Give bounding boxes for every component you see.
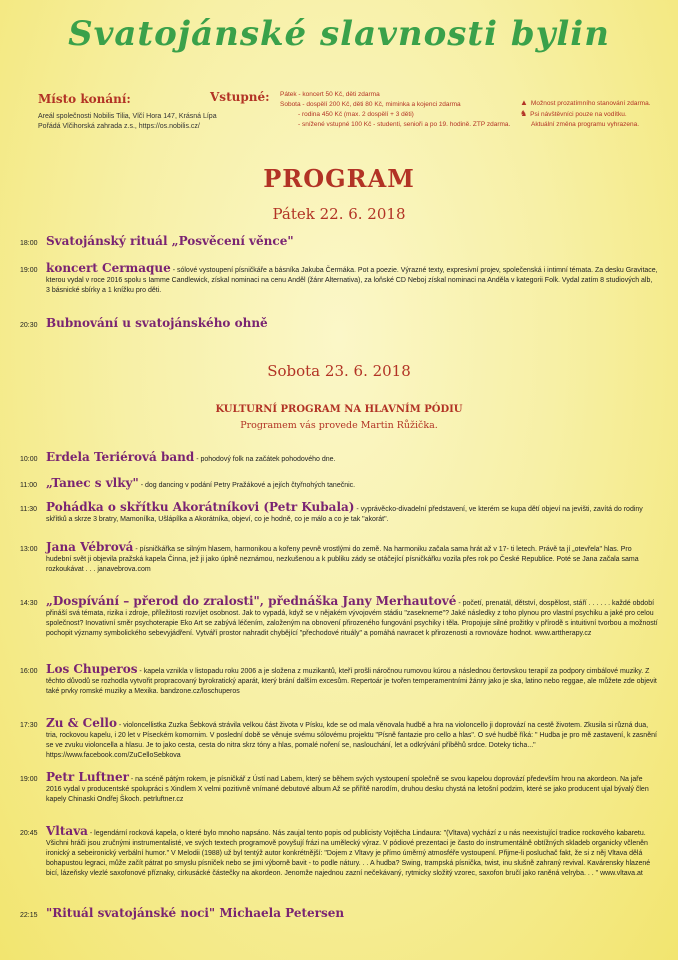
host-line: Programem vás provede Martin Růžička. <box>240 420 438 431</box>
entry-line: - rodina 450 Kč (max. 2 dospělí + 3 děti) <box>298 111 414 118</box>
item-name: „Dospívání – přerod do zralosti", přednáška Jany Merhautové <box>46 594 457 608</box>
item-time: 20:30 <box>20 322 38 329</box>
item-time: 16:00 <box>20 668 38 675</box>
item-time: 14:30 <box>20 600 38 607</box>
program-item <box>20 826 658 879</box>
item-name: koncert Cermaque <box>46 261 171 275</box>
note-text: Psi návštěvníci pouze na vodítku. <box>530 111 627 118</box>
item-desc: - na scéně pátým rokem, je písničkář z Ústí nad Labem, který se během svých vystoupení společně se svou kapelou doprovází především hrou na akordeon. Na jaře 2016 vydal v producentské spolupráci s Xindlem X velmi pozitivně vnímané debutové album Až se přiřítě narodím, druhou desku chystá na letošní podzim, které se jako producent ujal bývalý člen kapely Chinaski Ondřej Škoch. petrluftner.cz <box>46 776 649 803</box>
item-desc: - vyprávěcko-divadelní představení, ve kterém se kupa dětí objeví na jevišti, zavítá do rodiny skřítků a skrze 3 bratry, Mamonílka, Ušlápílka a Akorátníka, objeví, co je hodně, co je málo a co je tak "akorát". <box>46 506 643 523</box>
program-item <box>20 718 658 761</box>
item-name: Jana Vébrová <box>46 540 134 554</box>
item-time: 11:00 <box>20 482 37 489</box>
entry-line: - snížené vstupné 100 Kč - studenti, senioři a po 19. hodině. ZTP zdarma. <box>298 121 511 128</box>
item-time: 22:15 <box>20 912 38 919</box>
item-name: Svatojánský rituál „Posvěcení věnce" <box>46 234 294 248</box>
venue-line: Areál společnosti Nobilis Tilia, Vlčí Hora 147, Krásná Lípa <box>38 113 217 120</box>
program-item <box>20 318 658 331</box>
entry-heading: Vstupné: <box>210 90 270 104</box>
program-item <box>20 236 658 249</box>
item-time: 20:45 <box>20 830 38 837</box>
stage-title: KULTURNÍ PROGRAM NA HLAVNÍM PÓDIU <box>215 404 463 415</box>
entry-line: Pátek - koncert 50 Kč, děti zdarma <box>280 91 380 98</box>
program-item <box>20 908 658 921</box>
venue-line: Pořádá Vlčihorská zahrada z.s., https://os.nobilis.cz/ <box>38 123 200 130</box>
program-title: PROGRAM <box>263 164 415 193</box>
item-time: 13:00 <box>20 546 38 553</box>
program-item <box>20 772 658 805</box>
program-item <box>20 664 658 697</box>
item-name: Bubnování u svatojánského ohně <box>46 316 268 330</box>
item-name: Vltava <box>46 824 88 838</box>
notes-block <box>520 98 670 130</box>
entry-line: Sobota - dospělí 200 Kč, děti 80 Kč, miminka a kojenci zdarma <box>280 101 461 108</box>
program-item <box>20 502 658 525</box>
note-text: Aktuální změna programu vyhrazena. <box>531 121 640 128</box>
dog-icon: ♞ <box>520 109 528 118</box>
item-name: Zu & Cello <box>46 716 117 730</box>
saturday-date: Sobota 23. 6. 2018 <box>267 362 411 380</box>
program-item <box>20 452 658 465</box>
program-item <box>20 263 658 296</box>
item-desc: - violoncellistka Zuzka Šebková strávila velkou část života v Písku, kde se od mala věnovala hudbě a hra na violoncello ji doprovází na cestě životem. Zkusila si různá dua, tria, rockovou kapelu, i 20 let v Píseckém komornim. V poslední době se věnuje svému sólovému projektu "Písně fantazie pro cello a hlas". O své hudbě říká: " Hudba je pro mě zastavení, k zasnění se ve zvuku violoncella a hlasu. Je to jako cesta, cesta do nitra skrz tóny a hlas, pomalé noření se, naslouchání, let a odkrývání příběhů srdce. Doteky ticha..." https://www.facebook.com/ZuCelloSebkova <box>46 722 657 759</box>
item-name: Petr Luftner <box>46 770 129 784</box>
item-time: 10:00 <box>20 456 38 463</box>
item-name: Erdela Teriérová band <box>46 450 195 464</box>
item-name: Pohádka o skřítku Akorátníkovi (Petr Kubala) <box>46 500 355 514</box>
program-item <box>20 542 658 575</box>
program-item <box>20 478 658 491</box>
item-desc: - pohodový folk na začátek pohodového dne. <box>194 456 336 463</box>
item-time: 18:00 <box>20 240 38 247</box>
note-camping <box>520 98 670 109</box>
item-desc: - legendární rocková kapela, o které bylo mnoho napsáno. Nás zaujal tento popis od publicisty Vojtěcha Lindaura: "(Vltava) vychází z u nás neexistující tradice rockového kabaretu. Všichni hráči jsou zručnými instrumentalisté, ve svých textech programově povyšují frázi na umělecký výraz. V pódiové prezentaci je často do instrumentálně obtížných skladeb organicky včleněn ironický a sebeironický verbální humor." V Melodii (1988) už byl tentýž autor konkrétnější: "Dojem z Vltavy je přímo úměrný atmosféře vystoupení. Přijme-li posluchač fakt, že si z něj Vltava dělá bohapustou legraci, může začít pátrat po smyslu písniček nebo se jimi výborně bavit - to podle nátury. . . A hudba? Swing, trampská písnička, twist, inu slušně zahraný revival. Kavárensky hlazené bicí, lázeňsky vlezlé saxofonové příznaky, cirkusácké částečky na akordeon. Jenomže najednou zazní nečekávaný, rytmicky složitý vzorec, saxofon bručí jako raněná velryba. . . " www.vltava.at <box>46 830 651 877</box>
program-item <box>20 596 658 639</box>
venue-heading: Místo konání: <box>38 92 131 106</box>
item-name: Los Chuperos <box>46 662 138 676</box>
item-time: 11:30 <box>20 506 37 513</box>
poster-title: Svatojánské slavnosti bylin <box>68 14 610 54</box>
item-name: „Tanec s vlky" <box>46 476 139 490</box>
item-name: "Rituál svatojánské noci" Michaela Petersen <box>46 906 345 920</box>
item-desc: - sólové vystoupení písničkáře a básníka Jakuba Čermáka. Pot a poezie. Výrazné texty, expresivní projev, společenská i intimní témata. Za desku Gravitace, kterou vydal v roce 2016 spolu s Iamme Candlewick, získal nominaci na cenu Anděl (žánr Alternativa), za loňské CD Neboj získal nominaci na Anděla v kategorii Folk. Vydal zatím 8 studiových alb, 3 básnické sbírky a 1 knížku pro děti. <box>46 267 658 294</box>
tent-icon: ▲ <box>520 98 528 107</box>
item-desc: - kapela vznikla v listopadu roku 2006 a je složena z muzikantů, kteří prošli náročnou rumovou kúrou a následnou čertovskou terapií za podpory cimbálové muziky. Z těchto důvodů se rozhodla vytvořit propracovaný byrokratický aparát, který brání dalším excesům. Repertoár je tvořen temperamentními žánry jako je ska, latino nebo reggae, ale můžete zde objevit také prvky romské muziky a Mexika. bandzone.cz/loschuperos <box>46 668 657 695</box>
item-time: 19:00 <box>20 776 38 783</box>
item-desc: - dog dancing v podání Petry Pražákové a jejích čtyřnohých tanečnic. <box>138 482 356 489</box>
item-desc: - početí, prenatál, dětství, dospělost, stáří . . . . . . každé období přináší svá témata, rizika i zdroje, příležitosti rozvíjet osobnost. Jak to vypadá, když se v nějakém vývojovém stádiu "zasekneme"? Jaké následky z toho plynou pro vlastní psychiku a jaké pro celou společnost? Inovativní směr psychoterapie Eko Art se zabývá léčením, založeným na obnovení přirozeného fungování psychiky i těla. Propojuje silné prožitky v přírodě s intuitivní tvorbou a možností pochopit významy symbolického sebevyjádření. Vytváří prostor nahradit chybějící "přechodové rituály" a pomáhá navracet k přirozenosti a rovnováze hodnot. www.arttherapy.cz <box>46 600 658 637</box>
item-desc: - písničkářka se silným hlasem, harmonikou a kořeny pevně vrostlými do země. Na harmoniku začala sama hrát až v 17- ti letech. Právě ta jí „otevřela" hlas. Pro hudební svět ji objevila pražská kapela Činna, jež ji jako úplně neznámou, nezkušenou a k publiku zády se otáčející písničkářku vozila přes rok po České Republice. Poté se Jana začala sama rozkoukávat . . . janavebrova.com <box>46 546 639 573</box>
note-text: Možnost prozatímního stanování zdarma. <box>530 100 651 107</box>
item-time: 19:00 <box>20 267 38 274</box>
friday-date: Pátek 22. 6. 2018 <box>272 205 406 223</box>
item-time: 17:30 <box>20 722 38 729</box>
note-dogs <box>520 109 670 120</box>
